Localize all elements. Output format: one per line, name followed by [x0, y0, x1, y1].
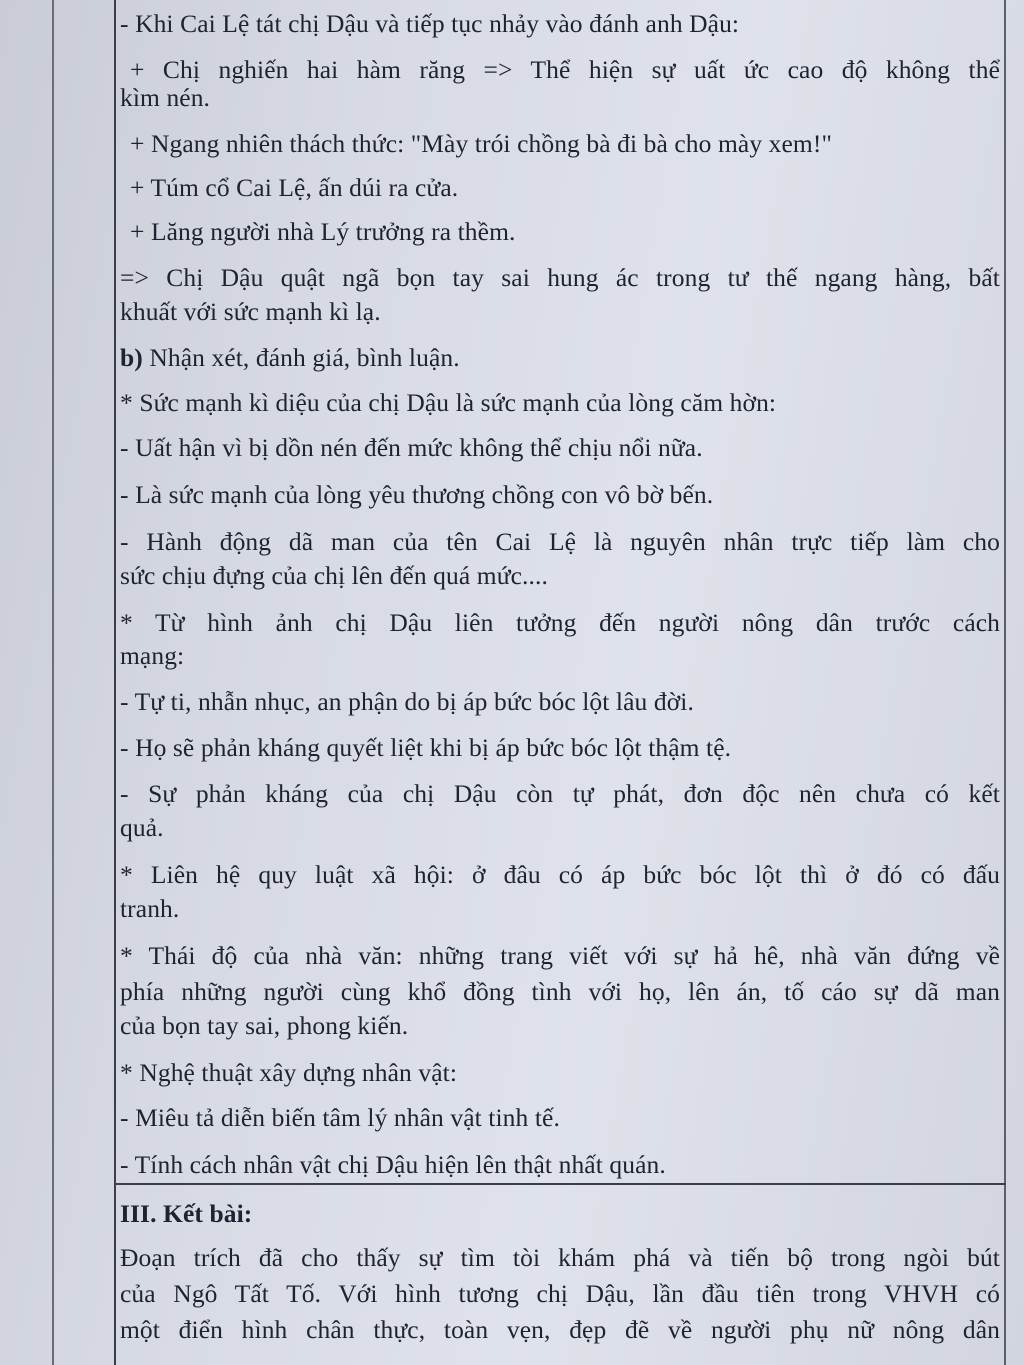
text-line: một điển hình chân thực, toàn vẹn, đẹp đẽ về người phụ nữ nông dân — [120, 1315, 1000, 1344]
text-line: - Sự phản kháng của chị Dậu còn tự phát, đơn độc nên chưa có kết — [120, 779, 1000, 808]
text-line: tranh. — [120, 894, 180, 923]
table-border-right — [1004, 0, 1006, 1365]
text-line: mạng: — [120, 641, 185, 670]
text-line: + Ngang nhiên thách thức: "Mày trói chồng bà đi bà cho mày xem!" — [130, 129, 832, 158]
subheading-b: b) Nhận xét, đánh giá, bình luận. — [120, 343, 460, 372]
text-line: + Chị nghiến hai hàm răng => Thể hiện sự uất ức cao độ không thể — [130, 55, 1000, 84]
text-line: sức chịu đựng của chị lên đến quá mức.... — [120, 561, 548, 590]
text-line: của bọn tay sai, phong kiến. — [120, 1011, 409, 1040]
section-heading: III. Kết bài: — [120, 1199, 253, 1228]
text-line: Đoạn trích đã cho thấy sự tìm tòi khám phá và tiến bộ trong ngòi bút — [120, 1243, 1000, 1272]
text-line: - Tự ti, nhẫn nhục, an phận do bị áp bức bóc lột lâu đời. — [120, 687, 694, 716]
text-line: => Chị Dậu quật ngã bọn tay sai hung ác trong tư thế ngang hàng, bất — [120, 263, 1000, 292]
text-line: kìm nén. — [120, 83, 211, 112]
text-line: * Thái độ của nhà văn: những trang viết với sự hả hê, nhà văn đứng về — [120, 941, 1000, 970]
text-line: - Miêu tả diễn biến tâm lý nhân vật tinh tế. — [120, 1103, 560, 1132]
text-line: * Liên hệ quy luật xã hội: ở đâu có áp bức bóc lột thì ở đó có đấu — [120, 860, 1000, 889]
text-line: * Nghệ thuật xây dựng nhân vật: — [120, 1058, 458, 1087]
text-line: của Ngô Tất Tố. Với hình tương chị Dậu, lần đầu tiên trong VHVH có — [120, 1279, 1000, 1308]
text-line: - Hành động dã man của tên Cai Lệ là nguyên nhân trực tiếp làm cho — [120, 527, 1000, 556]
table-row-divider — [114, 1183, 1006, 1185]
text-line: quả. — [120, 813, 164, 842]
text-line: - Là sức mạnh của lòng yêu thương chồng con vô bờ bến. — [120, 480, 714, 509]
text-line: + Túm cổ Cai Lệ, ấn dúi ra cửa. — [130, 173, 459, 202]
table-border-column — [114, 0, 116, 1365]
text-line: khuất với sức mạnh kì lạ. — [120, 297, 381, 326]
text-line: * Sức mạnh kì diệu của chị Dậu là sức mạnh của lòng căm hờn: — [120, 388, 777, 417]
text-line: - Uất hận vì bị dồn nén đến mức không thể chịu nổi nữa. — [120, 433, 703, 462]
text-line: - Họ sẽ phản kháng quyết liệt khi bị áp bức bóc lột thậm tệ. — [120, 733, 732, 762]
table-border-left — [52, 0, 54, 1365]
text-line: + Lăng người nhà Lý trưởng ra thềm. — [130, 217, 516, 246]
text-line: phía những người cùng khổ đồng tình với họ, lên án, tố cáo sự dã man — [120, 977, 1000, 1006]
text-line: - Khi Cai Lệ tát chị Dậu và tiếp tục nhảy vào đánh anh Dậu: — [120, 9, 740, 38]
text-line: - Tính cách nhân vật chị Dậu hiện lên thật nhất quán. — [120, 1150, 666, 1179]
text-line: * Từ hình ảnh chị Dậu liên tưởng đến người nông dân trước cách — [120, 608, 1000, 637]
